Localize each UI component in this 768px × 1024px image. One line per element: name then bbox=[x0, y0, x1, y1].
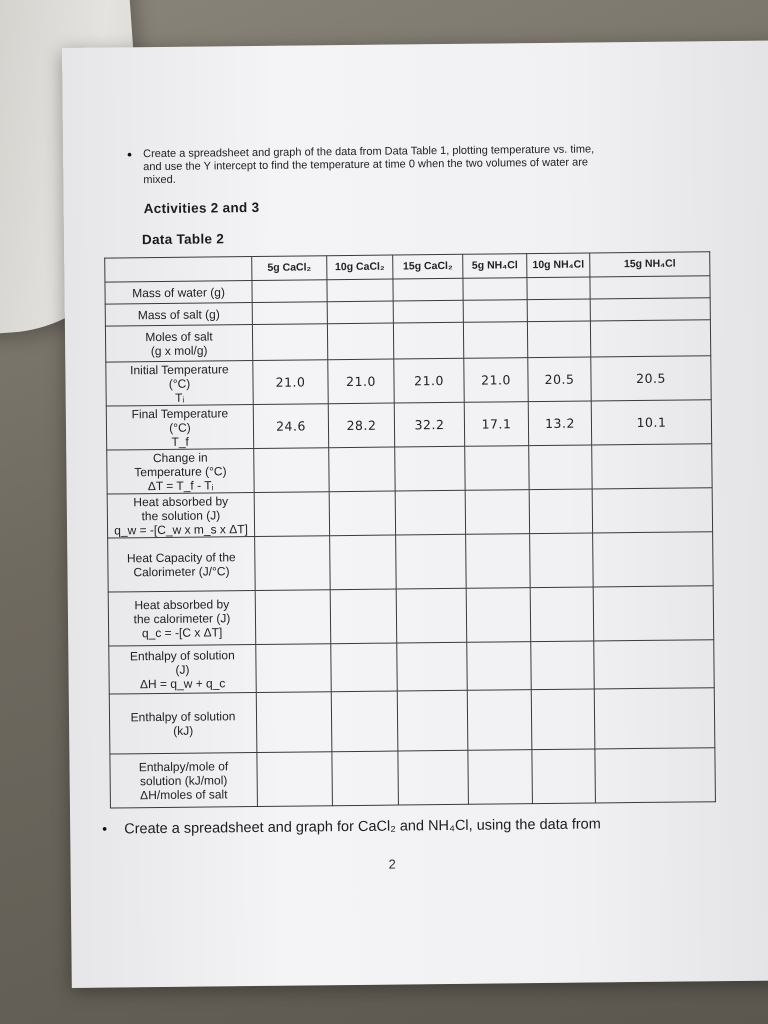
data-cell bbox=[255, 536, 331, 591]
data-cell: 10.1 bbox=[591, 400, 711, 445]
data-cell bbox=[327, 279, 393, 302]
data-cell bbox=[332, 751, 399, 806]
data-cell bbox=[398, 750, 469, 805]
data-cell bbox=[595, 748, 716, 803]
data-cell bbox=[527, 277, 590, 300]
row-label-line: (g x mol/g) bbox=[150, 342, 208, 358]
column-header: 5g NH₄Cl bbox=[463, 254, 527, 279]
row-label-line: Heat absorbed by bbox=[133, 493, 229, 509]
worksheet-page bbox=[62, 41, 768, 988]
data-cell bbox=[594, 688, 715, 749]
data-cell bbox=[252, 302, 327, 325]
row-label-line: Moles of salt bbox=[145, 328, 213, 344]
data-cell bbox=[527, 321, 590, 358]
row-label-line: T_f bbox=[171, 434, 189, 449]
data-cell bbox=[396, 588, 467, 643]
table-row bbox=[108, 586, 714, 646]
data-cell bbox=[252, 280, 327, 303]
row-label-line: q_c = -[C x ΔT] bbox=[141, 624, 223, 640]
table-row bbox=[107, 444, 712, 494]
bullet-icon: • bbox=[102, 820, 108, 837]
row-label-line: ΔH/moles of salt bbox=[140, 786, 228, 802]
data-cell bbox=[327, 301, 393, 324]
closing-bullet bbox=[102, 816, 684, 838]
data-cell: 32.2 bbox=[394, 402, 464, 447]
data-cell: 13.2 bbox=[528, 401, 591, 446]
data-cell: 21.0 bbox=[253, 360, 328, 405]
table-row bbox=[108, 532, 714, 592]
table-row bbox=[109, 688, 715, 754]
data-cell bbox=[254, 448, 329, 493]
data-cell bbox=[467, 690, 532, 751]
data-cell bbox=[531, 641, 594, 690]
data-cell bbox=[395, 446, 465, 491]
row-label-line: Mass of salt (g) bbox=[137, 306, 220, 322]
data-cell bbox=[590, 276, 710, 299]
data-cell bbox=[256, 692, 332, 753]
data-cell bbox=[395, 490, 465, 535]
row-label-line: Change in bbox=[152, 449, 208, 465]
row-label-line: the solution (J) bbox=[141, 507, 221, 523]
row-label-line: Enthalpy/mole of bbox=[138, 758, 229, 774]
row-label bbox=[108, 537, 256, 593]
header-corner-cell bbox=[105, 257, 252, 283]
data-cell bbox=[529, 489, 592, 534]
data-cell bbox=[592, 444, 712, 489]
table-heading: Data Table 2 bbox=[141, 231, 225, 248]
data-table-2 bbox=[104, 251, 716, 808]
row-label-line: ΔH = q_w + q_c bbox=[139, 675, 226, 691]
page-number: 2 bbox=[388, 856, 396, 872]
row-label-line: Final Temperature bbox=[131, 405, 229, 421]
column-header: 5g CaCl₂ bbox=[252, 256, 327, 281]
data-cell bbox=[590, 320, 710, 357]
column-header: 10g NH₄Cl bbox=[527, 253, 590, 278]
data-cell: 21.0 bbox=[394, 358, 464, 403]
row-label-line: Temperature (°C) bbox=[134, 463, 227, 479]
row-label-line: (kJ) bbox=[173, 723, 194, 738]
data-cell: 28.2 bbox=[328, 403, 394, 448]
data-cell bbox=[593, 532, 714, 587]
data-cell bbox=[531, 689, 595, 750]
data-cell bbox=[256, 644, 331, 693]
data-cell bbox=[527, 299, 590, 322]
data-cell: 17.1 bbox=[464, 402, 528, 447]
row-label bbox=[105, 303, 252, 327]
data-cell bbox=[252, 324, 327, 361]
row-label-line: Heat absorbed by bbox=[134, 596, 230, 612]
data-cell bbox=[330, 589, 397, 644]
row-label-line: solution (kJ/mol) bbox=[139, 772, 228, 788]
data-cell bbox=[465, 490, 529, 535]
data-cell bbox=[590, 298, 710, 321]
data-cell: 21.0 bbox=[464, 358, 528, 403]
data-cell bbox=[467, 642, 531, 691]
data-cell bbox=[331, 691, 398, 752]
table-row bbox=[107, 488, 712, 538]
data-cell bbox=[466, 588, 531, 643]
column-header: 10g CaCl₂ bbox=[327, 255, 393, 280]
row-label bbox=[107, 493, 254, 539]
data-cell bbox=[396, 534, 467, 589]
data-cell bbox=[393, 322, 463, 359]
table-row bbox=[109, 640, 714, 694]
row-label bbox=[106, 405, 253, 451]
data-cell bbox=[327, 323, 393, 360]
data-cell bbox=[463, 322, 527, 359]
row-label bbox=[109, 693, 257, 755]
closing-bullet-text: Create a spreadsheet and graph for CaCl₂ and NH₄Cl, using the data from bbox=[124, 816, 601, 838]
intro-bullet bbox=[127, 143, 603, 187]
row-label bbox=[108, 591, 256, 647]
row-label-line: q_w = -[C_w x m_s x ΔT] bbox=[114, 521, 248, 537]
row-label bbox=[110, 752, 258, 808]
row-label-line: Tᵢ bbox=[174, 390, 185, 405]
row-label-line: (J) bbox=[175, 662, 190, 677]
row-label bbox=[109, 645, 256, 695]
data-cell: 24.6 bbox=[253, 404, 328, 449]
row-label-line: Enthalpy of solution bbox=[130, 708, 236, 724]
data-cell bbox=[397, 642, 467, 691]
row-label bbox=[106, 361, 253, 407]
data-cell: 20.5 bbox=[591, 356, 711, 401]
data-cell bbox=[532, 749, 596, 804]
data-cell bbox=[393, 300, 463, 323]
row-label bbox=[105, 325, 252, 363]
row-label-line: Heat Capacity of the bbox=[126, 549, 236, 565]
data-cell bbox=[255, 590, 331, 645]
row-label-line: Mass of water (g) bbox=[132, 284, 225, 300]
row-label-line: (°C) bbox=[168, 376, 191, 391]
intro-bullet-text: Create a spreadsheet and graph of the data from Data Table 1, plotting temperature vs. time, and use the Y intercept to find the temperature at time 0 when the two volumes of water are mixed. bbox=[143, 143, 595, 187]
data-cell bbox=[592, 488, 712, 533]
row-label bbox=[107, 449, 254, 495]
row-label-line: Initial Temperature bbox=[130, 361, 229, 377]
data-cell bbox=[329, 447, 395, 492]
row-label-line: Calorimeter (J/°C) bbox=[133, 563, 230, 579]
row-label-line: (°C) bbox=[169, 420, 191, 435]
data-cell bbox=[465, 446, 529, 491]
row-label-line: ΔT = T_f - Tᵢ bbox=[147, 477, 214, 493]
bullet-icon: • bbox=[127, 146, 133, 163]
data-cell bbox=[594, 640, 714, 689]
data-cell bbox=[463, 278, 527, 301]
data-cell bbox=[468, 750, 533, 805]
row-label-line: the calorimeter (J) bbox=[133, 610, 231, 626]
row-label bbox=[105, 281, 252, 305]
data-cell bbox=[254, 492, 329, 537]
section-heading: Activities 2 and 3 bbox=[143, 199, 260, 217]
column-header: 15g CaCl₂ bbox=[393, 254, 463, 279]
data-cell: 21.0 bbox=[328, 359, 394, 404]
table-row bbox=[106, 400, 711, 450]
row-label-line: Enthalpy of solution bbox=[129, 647, 235, 663]
table-row bbox=[106, 356, 711, 406]
data-cell bbox=[329, 491, 395, 536]
data-cell bbox=[529, 445, 592, 490]
data-cell bbox=[397, 690, 468, 751]
data-cell bbox=[257, 752, 333, 807]
data-cell bbox=[463, 300, 527, 323]
data-cell bbox=[466, 534, 531, 589]
data-cell bbox=[530, 587, 594, 642]
data-cell bbox=[593, 586, 714, 641]
data-cell: 20.5 bbox=[528, 357, 591, 402]
data-cell bbox=[530, 533, 594, 588]
data-cell bbox=[330, 535, 397, 590]
data-cell bbox=[393, 278, 463, 301]
table-row bbox=[110, 748, 716, 808]
column-header: 15g NH₄Cl bbox=[590, 252, 710, 277]
data-cell bbox=[331, 643, 397, 692]
